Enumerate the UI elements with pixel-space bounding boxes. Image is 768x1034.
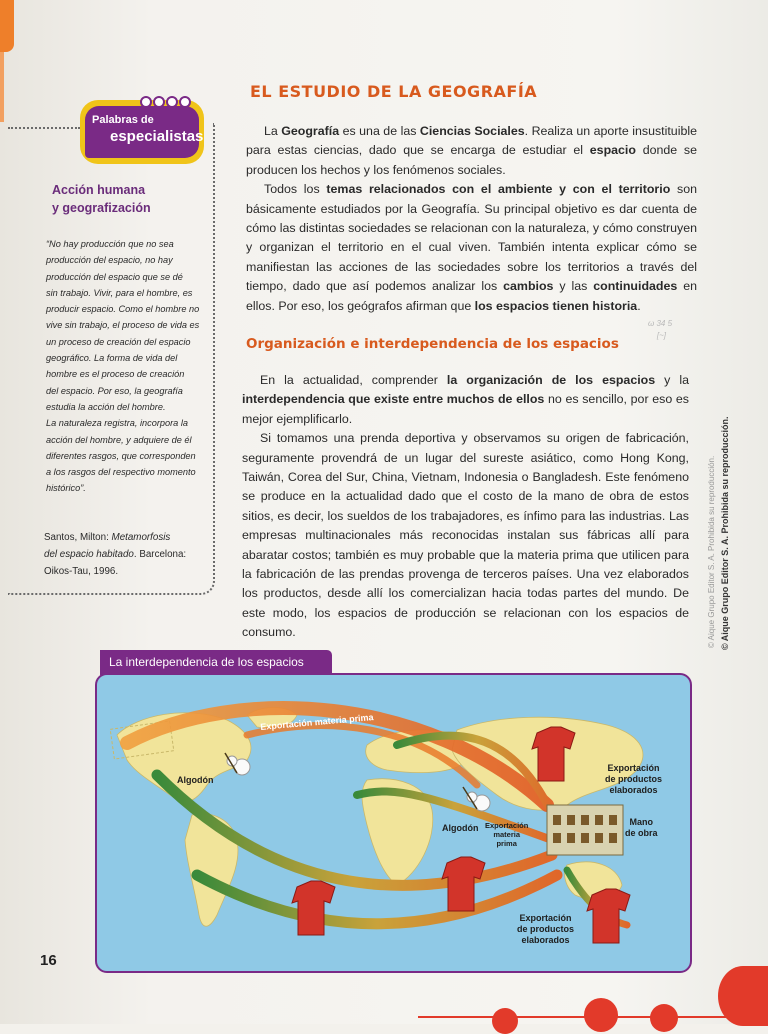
sidebar-quote [46, 236, 208, 497]
quote-line: sin trabajo. Vivir, para el hombre, es [46, 287, 193, 298]
sidebar-source [44, 529, 208, 580]
sidebar-title [52, 181, 202, 217]
quote-line: histórico”. [46, 483, 86, 494]
source-author: Santos, Milton: [44, 532, 112, 543]
corner-tab-strip [0, 52, 4, 122]
quote-line: diferentes rasgos, que corresponden [46, 450, 196, 461]
deco-circle [584, 998, 618, 1032]
interdependence-paragraph: Si tomamos una prenda deportiva y observamos su origen de fabricación, seguramente provendrá de un lugar del sureste asiático, como Hong Kong, Taiwán, Corea del Sur, China, Vietnam, Indonesia o Bangladesh. Este fenómeno se produce en la actualidad dado que el costo de la mano de obra de estos sitios, es decir, los sueldos de los trabajadores, es ínfimo para las industrias. Las empresas multinacionales más reconocidas instalan sus fábricas allí para abaratar costos; también es muy probable que la materia prima que utilicen para la fabricación de las prendas provenga de terceros países. Una vez elaborados los productos, desde allí los comercializan hacia todas partes del mundo. De este modo, los espacios de producción se relacionan con los espacios de consumo. [242, 431, 689, 640]
sidebar-title-line2: y geografización [52, 201, 151, 215]
label-export-products-right: Exportación de productos elaborados [605, 763, 663, 795]
quote-line: vive sin trabajo, el proceso de vida es [46, 320, 200, 331]
corner-tab [0, 0, 14, 52]
badge-text-line2: especialistas [110, 128, 204, 145]
subsection-title: Organización e interdependencia de los espacios [246, 336, 619, 352]
sidebar-title-line1: Acción humana [52, 183, 146, 197]
specialists-badge [80, 100, 204, 164]
quote-line: La naturaleza registra, incorpora la [46, 418, 188, 429]
label-export-raw-mid: Exportación materia prima [485, 821, 529, 848]
map-caption: La interdependencia de los espacios [100, 650, 332, 675]
source-work-part2: del espacio habitado [44, 549, 134, 560]
deco-line [418, 1016, 748, 1018]
section-title: EL ESTUDIO DE LA GEOGRAFÍA [250, 82, 538, 101]
interdependence-paragraphs [242, 371, 689, 643]
quote-line: producir espacio. Como el hombre no [46, 304, 200, 315]
quote-line: “No hay producción que no sea [46, 239, 174, 249]
factory-image [547, 805, 623, 855]
page-number: 16 [40, 952, 57, 969]
quote-line: producción del espacio, no hay [46, 255, 173, 266]
copyright-ghost: © Aique Grupo Editor S. A. Prohibida su reproducción. [707, 455, 716, 648]
copyright-notice: © Aique Grupo Editor S. A. Prohibida su reproducción. [720, 416, 730, 650]
intro-paragraph: La Geografía es una de las Ciencias Sociales. Realiza un aporte insustituible para estas ciencias, dado que se encarga de estudiar el espacio donde se producen los hechos y los fenómenos sociales. [246, 124, 697, 177]
quote-line: acción del hombre, y adquiere de él [46, 434, 192, 445]
label-export-raw-top: Exportación materia prima [259, 712, 374, 732]
source-publisher: Oikos-Tau, 1996. [44, 566, 119, 577]
badge-dots [140, 95, 192, 113]
badge-text-line1: Palabras de [92, 114, 154, 126]
label-cotton-left: Algodón [177, 775, 214, 785]
pencil-scribble: ω 34 5 [~] [648, 319, 673, 340]
map-illustration [97, 675, 690, 971]
quote-line: producción del espacio que se dé [46, 271, 183, 282]
quote-line: a los rasgos del respectivo momento [46, 467, 196, 478]
quote-line: un proceso de creación del espacio [46, 336, 191, 347]
source-city: . Barcelona: [133, 549, 187, 560]
quote-line: hombre es el proceso de creación [46, 369, 185, 380]
deco-circle [718, 966, 768, 1026]
label-labor: Mano de obra [625, 817, 658, 838]
deco-circle [650, 1004, 678, 1032]
deco-circle [492, 1008, 518, 1034]
intro-paragraph: Todos los temas relacionados con el ambiente y con el territorio son básicamente estudiados por la Geografía. Su principal objetivo es dar cuenta de cómo las distintas sociedades se relacionan con la naturaleza, y cómo construyen y organizan el territorio en el cual viven. También intenta explicar cómo se manifiestan las acciones de las sociedades sobre los territorios a través del tiempo, dado que así podemos analizar los cambios y las continuidades en ellos. Por eso, los geógrafos afirman que los espacios tienen historia. [246, 182, 697, 313]
interdependence-paragraph: En la actualidad, comprender la organización de los espacios y la interdependencia que existe entre muchos de ellos no es sencillo, por eso es mejor ejemplificarlo. [242, 373, 689, 426]
source-work-part1: Metamorfosis [111, 532, 171, 543]
label-cotton-mid: Algodón [442, 823, 479, 833]
intro-paragraphs [246, 122, 697, 316]
world-map [95, 673, 692, 973]
quote-line: del espacio. Por eso, la geografía [46, 385, 183, 396]
quote-line: estudia la acción del hombre. [46, 401, 166, 412]
quote-line: geográfico. La forma de vida del [46, 353, 178, 364]
label-export-products-bottom: Exportación de productos elaborados [517, 913, 575, 945]
